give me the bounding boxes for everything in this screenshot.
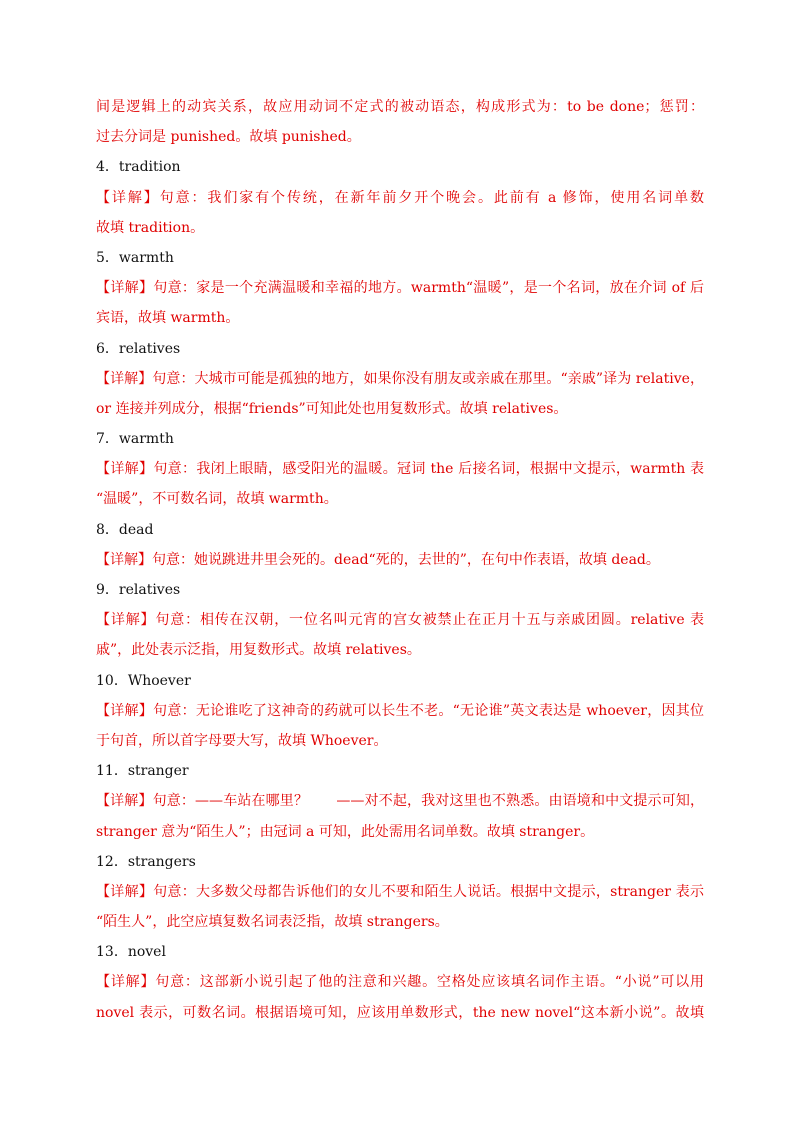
explanation-line: 【详解】句意：——车站在哪里？ ——对不起，我对这里也不熟悉。由语境和中文提示可知，	[96, 793, 704, 810]
explanation-line: 【详解】句意：我闭上眼睛，感受阳光的温暖。冠词 the 后接名词，根据中文提示，warmth 表	[96, 461, 704, 478]
explanation-line: “陌生人”，此空应填复数名词表泛指，故填 strangers。	[96, 914, 449, 931]
explanation-line: 间是逻辑上的动宾关系，故应用动词不定式的被动语态，构成形式为：to be done；惩罚：	[96, 99, 704, 115]
explanation-line: 【详解】句意：这部新小说引起了他的注意和兴趣。空格处应该填名词作主语。“小说”可以用	[96, 974, 704, 991]
answer-heading: 10．Whoever	[96, 672, 191, 689]
explanation-line: 【详解】句意：无论谁吃了这神奇的药就可以长生不老。“无论谁”英文表达是 whoever，因其位	[96, 702, 704, 719]
explanation-line: 【详解】句意：她说跳进井里会死的。dead“死的，去世的”，在句中作表语，故填 dead。	[96, 551, 660, 568]
answer-heading: 9．relatives	[96, 582, 181, 598]
answer-heading: 4．tradition	[96, 159, 181, 176]
explanation-line: 【详解】句意：大多数父母都告诉他们的女儿不要和陌生人说话。根据中文提示，stranger 表示	[96, 883, 704, 900]
answer-heading: 13．novel	[96, 944, 166, 961]
explanation-line: novel 表示，可数名词。根据语境可知，应该用单数形式，the new novel“这本新小说”。故填	[96, 1004, 704, 1021]
explanation-line: stranger 意为“陌生人”；由冠词 a 可知，此处需用名词单数。故填 stranger。	[96, 823, 595, 840]
answer-heading: 11．stranger	[96, 763, 189, 780]
explanation-line: 故填 tradition。	[96, 219, 205, 236]
explanation-line: 宾语，故填 warmth。	[96, 310, 240, 327]
answer-heading: 6．relatives	[96, 340, 181, 357]
explanation-line: or 连接并列成分，根据“friends”可知此处也用复数形式。故填 relatives。	[96, 400, 568, 417]
answer-heading: 12．strangers	[96, 853, 196, 870]
answer-heading: 5．warmth	[96, 249, 174, 266]
explanation-line: 【详解】句意：我们家有个传统，在新年前夕开个晚会。此前有 a 修饰，使用名词单数	[96, 189, 704, 206]
document-page	[96, 92, 704, 1028]
answer-heading: 7．warmth	[96, 431, 174, 448]
explanation-line: 于句首，所以首字母要大写，故填 Whoever。	[96, 732, 388, 749]
explanation-line: 【详解】句意：家是一个充满温暖和幸福的地方。warmth“温暖”，是一个名词，放在介词 of 后	[96, 280, 704, 297]
explanation-line: “温暖”，不可数名词，故填 warmth。	[96, 491, 338, 508]
explanation-line: 过去分词是 punished。故填 punished。	[96, 129, 361, 146]
answer-heading: 8．dead	[96, 521, 154, 538]
explanation-line: 【详解】句意：相传在汉朝，一位名叫元宵的宫女被禁止在正月十五与亲戚团圆。relative 表	[96, 612, 704, 629]
explanation-line: 戚”，此处表示泛指，用复数形式。故填 relatives。	[96, 642, 421, 659]
explanation-line: 【详解】句意：大城市可能是孤独的地方，如果你没有朋友或亲戚在那里。“亲戚”译为 relative，	[96, 370, 704, 387]
